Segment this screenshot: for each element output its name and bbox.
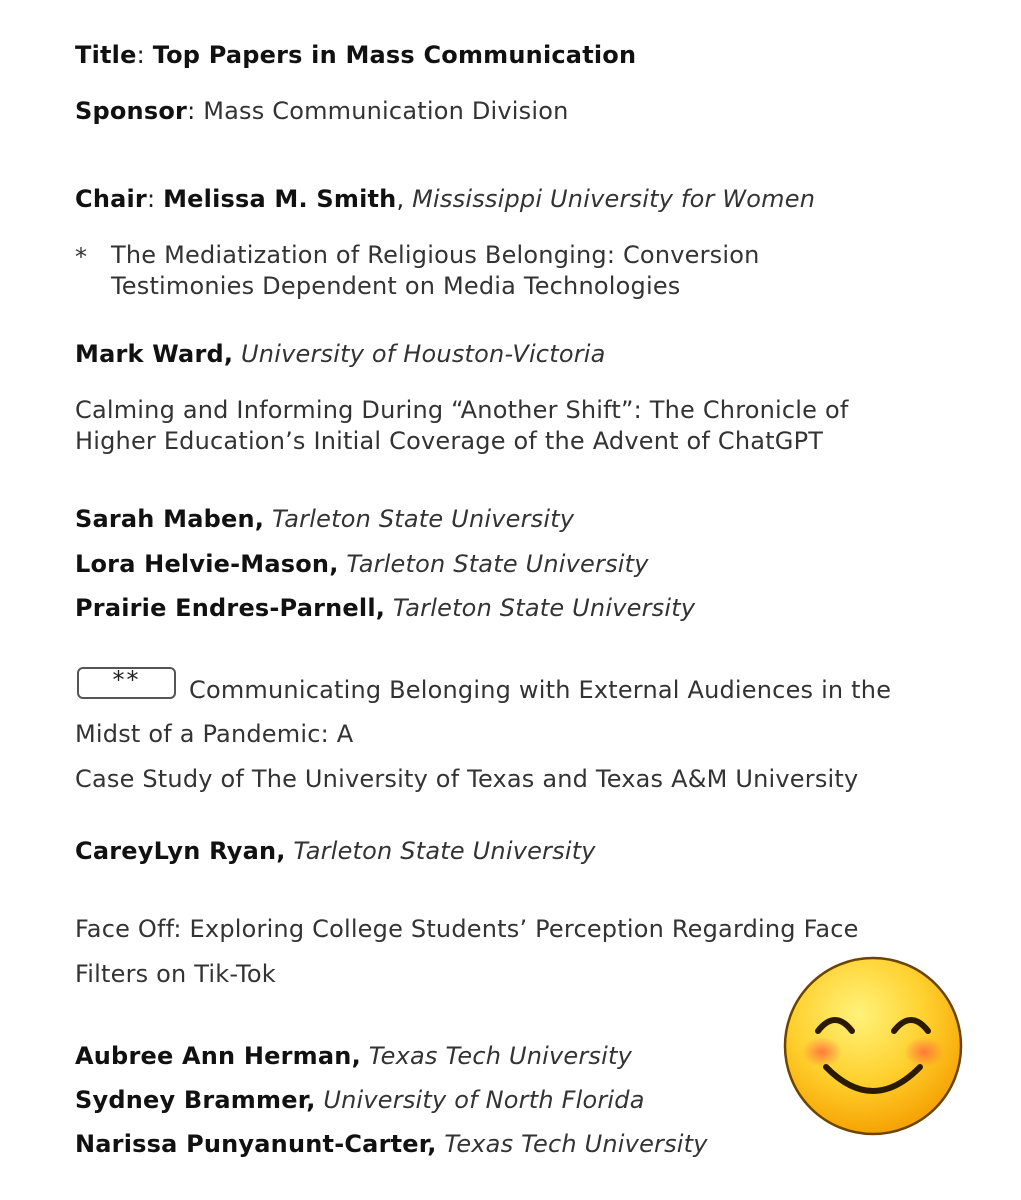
paper-title-line: Communicating Belonging with External Audiences in the bbox=[189, 676, 892, 704]
author-affiliation: University of North Florida bbox=[323, 1086, 645, 1114]
paper-title-line: Calming and Informing During “Another Shift”: The Chronicle of bbox=[75, 396, 849, 424]
author-line bbox=[75, 1085, 645, 1115]
paper-marker: * bbox=[75, 243, 87, 271]
paper-marker-box bbox=[77, 667, 176, 699]
author-affiliation: University of Houston-Victoria bbox=[241, 340, 606, 368]
author-affiliation: Tarleton State University bbox=[346, 550, 649, 578]
author-name: Narissa Punyanunt-Carter, bbox=[75, 1130, 437, 1158]
author-line bbox=[75, 339, 606, 369]
smiling-face-icon bbox=[782, 955, 964, 1137]
author-name: Mark Ward, bbox=[75, 340, 234, 368]
session-title: Title: Top Papers in Mass Communication bbox=[75, 41, 637, 69]
author-name: Sydney Brammer, bbox=[75, 1086, 316, 1114]
author-name: CareyLyn Ryan, bbox=[75, 837, 286, 865]
author-name: Prairie Endres-Parnell, bbox=[75, 594, 386, 622]
session-sponsor: Sponsor: Mass Communication Division bbox=[75, 97, 569, 125]
sponsor-value: Mass Communication Division bbox=[203, 97, 569, 125]
paper-title-line: The Mediatization of Religious Belonging: Conversion bbox=[111, 241, 760, 269]
paper-title-line: Case Study of The University of Texas and Texas A&M University bbox=[75, 765, 859, 793]
paper-title-line: Midst of a Pandemic: A bbox=[75, 720, 354, 748]
author-affiliation: Texas Tech University bbox=[444, 1130, 708, 1158]
author-affiliation: Texas Tech University bbox=[368, 1042, 633, 1070]
author-affiliation: Tarleton State University bbox=[392, 594, 696, 622]
title-value: Top Papers in Mass Communication bbox=[152, 41, 637, 69]
chair-affiliation: Mississippi University for Women bbox=[412, 185, 816, 213]
author-affiliation: Tarleton State University bbox=[293, 837, 596, 865]
title-label: Title bbox=[75, 41, 137, 69]
author-line bbox=[75, 504, 574, 534]
author-name: Aubree Ann Herman, bbox=[75, 1042, 361, 1070]
paper-marker: ** bbox=[112, 666, 141, 694]
paper-title-line: Face Off: Exploring College Students’ Perception Regarding Face bbox=[75, 915, 859, 943]
author-name: Lora Helvie-Mason, bbox=[75, 550, 339, 578]
paper-title-line: Filters on Tik-Tok bbox=[75, 960, 276, 988]
session-chair: Chair: Melissa M. Smith, Mississippi University for Women bbox=[75, 185, 816, 213]
author-line bbox=[75, 549, 649, 579]
author-line bbox=[75, 1129, 708, 1159]
chair-label: Chair bbox=[75, 185, 147, 213]
author-name: Sarah Maben, bbox=[75, 505, 265, 533]
author-affiliation: Tarleton State University bbox=[271, 505, 575, 533]
paper-title-line: Testimonies Dependent on Media Technologies bbox=[111, 272, 681, 300]
author-line bbox=[75, 1041, 632, 1071]
author-line bbox=[75, 836, 596, 866]
chair-name: Melissa M. Smith bbox=[163, 185, 397, 213]
sponsor-label: Sponsor bbox=[75, 97, 188, 125]
author-line bbox=[75, 593, 695, 623]
paper-title-line: Higher Education’s Initial Coverage of the Advent of ChatGPT bbox=[75, 427, 824, 455]
